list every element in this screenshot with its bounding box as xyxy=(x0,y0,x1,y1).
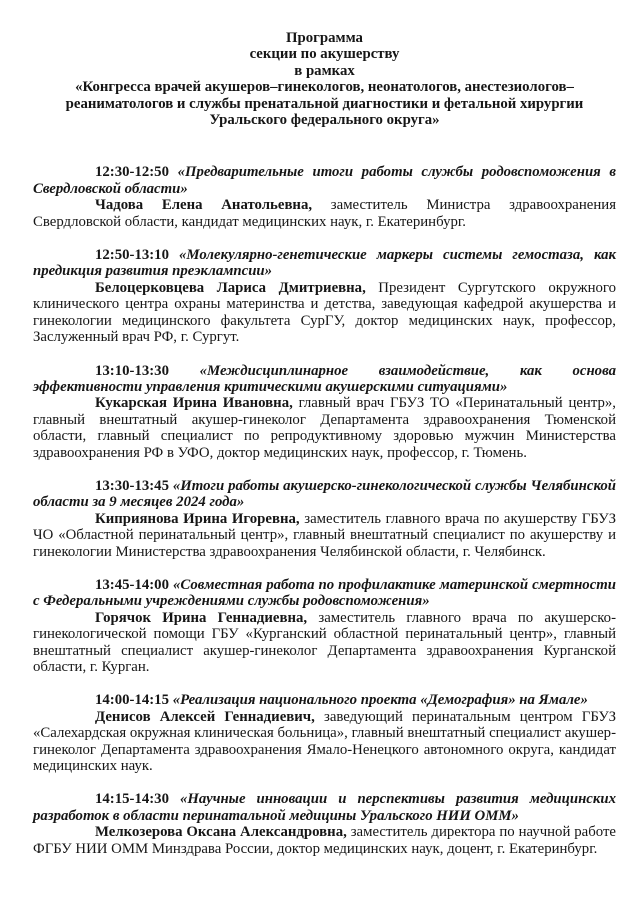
agenda-speaker-line xyxy=(33,824,616,857)
agenda-speaker-line xyxy=(33,197,616,230)
agenda-topic-line xyxy=(33,164,616,197)
agenda-speaker-line xyxy=(33,280,616,346)
agenda-speaker-name: Чадова Елена Анатольевна, xyxy=(95,197,313,214)
agenda-time: 14:00-14:15 xyxy=(95,692,169,709)
agenda-speaker-role: заместитель директора по научной работе ФГБУ НИИ ОММ Минздрава России, доктор медицинских наук, доцент, г. Екатеринбург. xyxy=(33,824,617,857)
agenda-topic: «Предварительные итоги работы службы родовспоможения в Свердловской области» xyxy=(33,164,616,197)
agenda-topic: «Итоги работы акушерско-гинекологической службы Челябинской области за 9 месяцев 2024 года» xyxy=(33,477,617,511)
agenda-list xyxy=(33,164,616,857)
agenda-speaker-role: заместитель главного врача по акушерству ГБУЗ ЧО «Областной перинатальный центр», главный внештатный специалист по акушерству и гинекологии Министерства здравоохранения Челябинской области, г. Челябинск. xyxy=(33,510,616,560)
agenda-item xyxy=(33,692,616,774)
agenda-speaker-name: Кукарская Ирина Ивановна, xyxy=(95,395,293,412)
agenda-speaker-name: Киприянова Ирина Игоревна, xyxy=(95,510,300,527)
agenda-topic: «Молекулярно-генетические маркеры системы гемостаза, как предикция развития преэклампсии» xyxy=(33,247,616,280)
agenda-topic: «Совместная работа по профилактике материнской смертности с Федеральными учреждениями службы родовспоможения» xyxy=(33,576,616,610)
agenda-topic-line xyxy=(33,478,616,511)
agenda-topic-line xyxy=(33,692,616,708)
agenda-item xyxy=(33,791,616,857)
congress-name-line: «Конгресса врачей акушеров–гинекологов, неонатологов, анестезиологов–реаниматологов и службы пренатальной диагностики и фетальной хирургии Уральского федерального округа» xyxy=(65,79,584,129)
agenda-speaker-line xyxy=(33,511,616,560)
program-subtitle-line: секции по акушерству xyxy=(249,46,400,63)
program-context-line: в рамках xyxy=(294,62,355,79)
agenda-speaker-name: Горячок Ирина Геннадиевна, xyxy=(95,609,308,626)
agenda-item xyxy=(33,363,616,461)
agenda-topic-line xyxy=(33,791,616,824)
agenda-topic-line xyxy=(33,247,616,280)
agenda-time: 13:10-13:30 xyxy=(95,362,169,379)
agenda-item xyxy=(33,577,616,675)
agenda-speaker-role: заведующий перинатальным центром ГБУЗ «Салехардская окружная клиническая больница», главный внештатный специалист акушер-гинеколог Департамента здравоохранения Ямало-Ненецкого автономного округа, кандидат медицинских наук. xyxy=(33,708,617,775)
agenda-item xyxy=(33,478,616,560)
agenda-time: 13:45-14:00 xyxy=(95,576,169,593)
agenda-speaker-line xyxy=(33,709,616,775)
agenda-speaker-role: Президент Сургутского окружного клинического центра охраны материнства и детства, заведующая кафедрой акушерства и гинекологии медицинского факультета СурГУ, доктор медицинских наук, профессор, Заслуженный врач РФ, г. Сургут. xyxy=(33,279,616,346)
agenda-time: 12:30-12:50 xyxy=(95,164,169,181)
agenda-item xyxy=(33,164,616,230)
agenda-speaker-role: главный врач ГБУЗ ТО «Перинатальный центр», главный внештатный акушер-гинеколог Департамента здравоохранения Тюменской области, главный специалист по репродуктивному здоровью мужчин Министерства здравоохранения РФ в УФО, доктор медицинских наук, профессор, г. Тюмень. xyxy=(33,395,616,461)
agenda-speaker-line xyxy=(33,395,616,461)
agenda-topic: «Научные инновации и перспективы развития медицинских разработок в области перинатальной медицины Уральского НИИ ОММ» xyxy=(33,791,617,824)
agenda-time: 13:30-13:45 xyxy=(95,477,169,494)
agenda-item xyxy=(33,247,616,345)
agenda-topic: «Междисциплинарное взаимодействие, как основа эффективности управления критическими акушерскими ситуациями» xyxy=(33,362,616,395)
agenda-topic-line xyxy=(33,577,616,610)
agenda-speaker-line xyxy=(33,610,616,676)
agenda-time: 14:15-14:30 xyxy=(95,791,169,808)
agenda-speaker-role: заместитель главного врача по акушерско-гинекологической помощи ГБУ «Курганский областной перинатальный центр», главный внештатный специалист акушер-гинеколог Департамента здравоохранения Курганской области, г. Курган. xyxy=(33,609,617,675)
program-title-line: Программа xyxy=(286,30,363,46)
agenda-time: 12:50-13:10 xyxy=(95,247,169,264)
agenda-speaker-role: заместитель Министра здравоохранения Свердловской области, кандидат медицинских наук, г. Екатеринбург. xyxy=(33,197,617,230)
agenda-speaker-name: Белоцерковцева Лариса Дмитриевна, xyxy=(95,279,366,296)
agenda-topic: «Реализация национального проекта «Демография» на Ямале» xyxy=(172,692,588,709)
agenda-topic-line xyxy=(33,363,616,396)
agenda-speaker-name: Мелкозерова Оксана Александровна, xyxy=(95,824,347,841)
program-header xyxy=(33,30,616,128)
agenda-speaker-name: Денисов Алексей Геннадиевич, xyxy=(95,708,315,725)
